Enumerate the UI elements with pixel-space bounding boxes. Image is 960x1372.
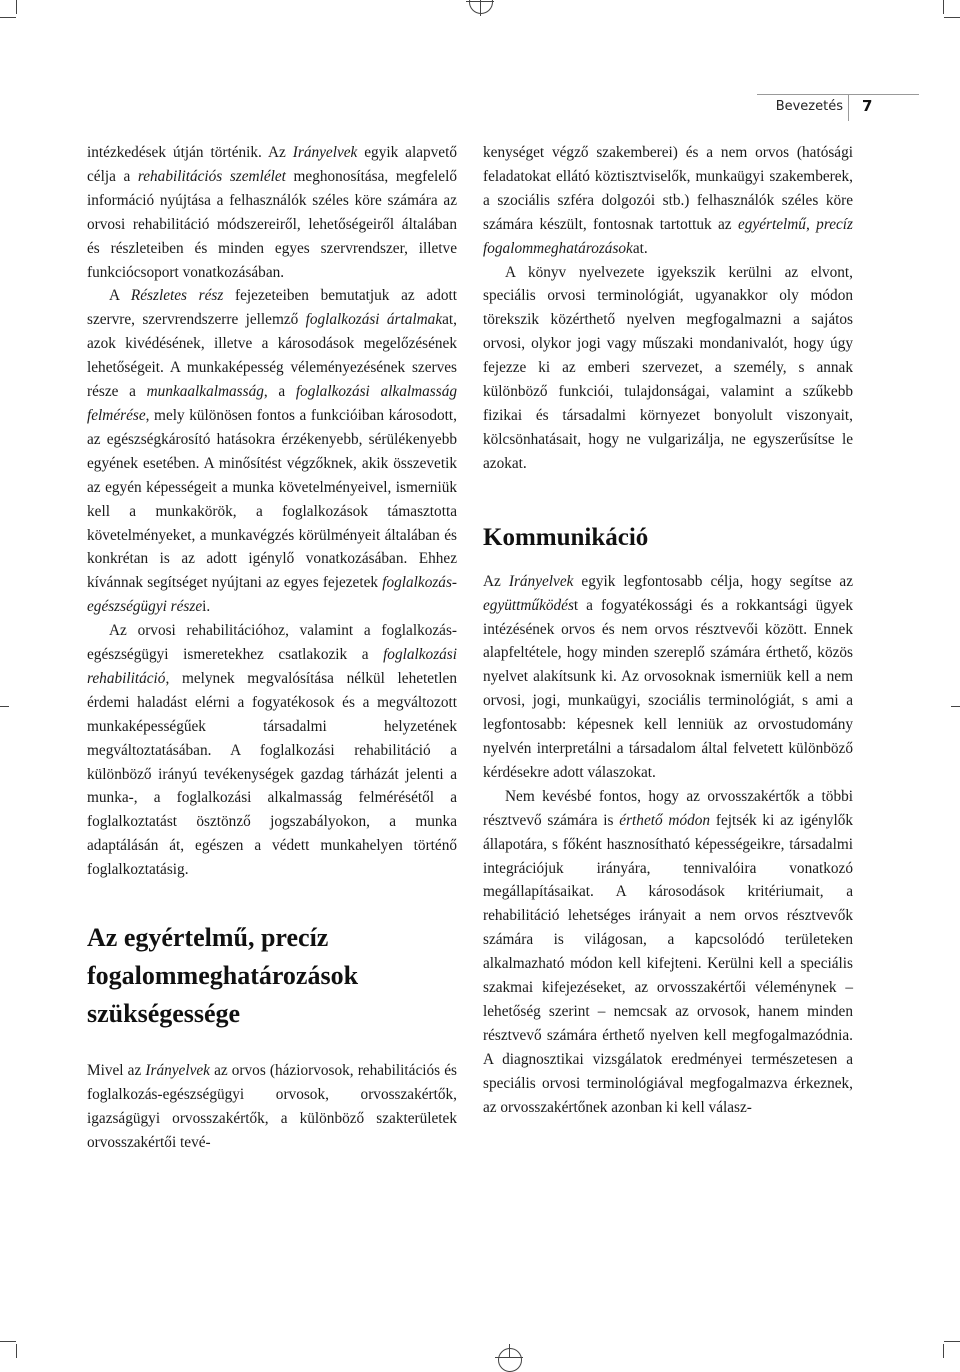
italic-term: foglalkozási ártalmak	[305, 311, 443, 329]
italic-term: egyértelmű, precíz fogalommeghatározások	[483, 215, 853, 257]
paragraph: Az orvosi rehabilitációhoz, valamint a foglalkozás-egészségügyi ismeretekhez csatlakozik a foglalkozási rehabilitáció, melynek megvalósítása nélkül lehetetlen érdemi haladást elérni a fogyatékosok és a megváltozott munkaképességűek társadalmi helyzetének megváltoztatásában. A foglalkozási rehabilitáció a különböző irányú tevékenységek gazdag tárházát jelenti a munka-, a foglalkozási alkalmasság felmérésétől a foglalkoztatást ösztönző jogszabályokon, a munka adaptálásán át, egészen a védett munkahelyen történő foglalkoztatásig.	[87, 622, 457, 879]
paragraph: intézkedések útján történik. Az Irányelvek egyik alapvető célja a rehabilitációs szemlélet meghonosítása, megfelelő információ nyújtása a felhasználók széles köre számára az orvosi rehabilitáció módszereiről, lehetőségeiről általában és részleteiben és minden egyes szervrendszer, illetve funkciócsoport vonatkozásában.	[87, 144, 457, 281]
italic-term: munkaalkalmasság	[146, 383, 264, 401]
page-number: 7	[862, 97, 873, 115]
italic-term: Részletes rész	[130, 287, 224, 305]
italic-term: érthető módon	[619, 811, 711, 829]
paragraph: kenységet végző szakemberei) és a nem orvos (hatósági feladatokat ellátó köztisztviselők, munkaügyi szakemberek, a szociális szféra dolgozói stb.) felhasználók széles köre számára készült, fontosnak tartottuk az egyértelmű, precíz fogalommeghatározásokat.	[483, 144, 853, 257]
italic-term: rehabilitációs szemlélet	[137, 167, 286, 185]
italic-term: foglalkozási rehabilitáció	[87, 646, 457, 687]
left-column	[87, 141, 457, 1155]
header-separator	[848, 94, 849, 121]
italic-term: foglalkozás-egészségügyi része	[87, 574, 457, 616]
italic-term: foglalkozási alkalmasság felmérése	[87, 383, 457, 424]
section-heading: Az egyértelmű, precíz fogalommeghatározások szükségessége	[87, 923, 359, 1029]
italic-term: együttműködés	[483, 596, 574, 614]
italic-term: Irányelvek	[292, 144, 358, 161]
paragraph: Nem kevésbé fontos, hogy az orvosszakértők a többi résztvevő számára is érthető módon fejtsék ki az igénylők állapotára, s főként hasznosítható képességeikre, társadalmi integrációjuk irányára, tennivalóira vonatkozó megállapításaikat. A károsodások kritériumait, a rehabilitáció lehetséges irányait a nem orvos résztvevők számára is világosan, a kapcsolódó területeken alkalmazható módon kell kifejteni. Kerülni kell a speciális szakmai kifejezéseket, az orvosszakértői véleménynek – lehetőség szerint – nemcsak az orvosok, hanem minden résztvevő számára érthető nyelven kell megfogalmazódnia. A diagnosztikai vizsgálatok eredményei természetesen a speciális orvosi terminológiával megfogalmazva érkeznek, az orvosszakértőnek azonban ki kell válasz-	[483, 787, 854, 1116]
running-header-title: Bevezetés	[775, 99, 843, 114]
section-heading: Kommunikáció	[483, 523, 649, 551]
paragraph: A könyv nyelvezete igyekszik kerülni az elvont, speciális orvosi terminológiát, ugyanakkor oly módon törekszik közérthető nyelven megfogalmazni a sajátos orvosi, olykor jogi vagy műszaki mondanivalót, hogy úgy fejezze ki az emberi szervezet, a személy, s annak különböző funkciói, tulajdonságai, valamint a szűkebb fizikai és társadalmi környezet bonyolult viszonyait, kölcsönhatásait, hogy ne vulgarizálja, ne egyszerűsítse le azokat.	[483, 263, 853, 472]
paragraph: A Részletes rész fejezeteiben bemutatjuk az adott szervre, szervrendszerre jellemző foglalkozási ártalmakat, azok kivédésének, illetve a károsodások megelőzésének lehetőségeit. A munkaképesség véleményezésének szerves része a munkaalkalmasság, a foglalkozási alkalmasság felmérése, mely különösen fontos a funkcióiban károsodott, az egészségkárosító hatásokra érzékenyebb, sérülékenyebb egyének esetében. A minősítést végzőknek, akik összevetik az egyén képességeit a munka követelményeivel, ismerniük kell a munkakörök, a foglalkozások támasztotta követelményeket, a munkavégzés körülményeit általában és konkrétan is az adott igénylő vonatkozásában. Ehhez kívánnak segítséget nyújtani az egyes fejezetek foglalkozás-egészségügyi részei.	[87, 287, 457, 616]
paragraph: Az Irányelvek egyik legfontosabb célja, hogy segítse az együttműködést a fogyatékossági és a rokkantsági ügyek intézésének orvos és nem orvos résztvevői között. Ennek alapfeltétele, hogy minden szereplő számára érthető, közös nyelvet alakítsunk ki. Az orvosoknak ismerniük kell a nem orvosi, jogi, munkaügyi, szociális terminológiát, s ami a legfontosabb: képesnek kell lenniük az orvostudomány nyelvén interpretálni a társadalom által felvetett különböző kérdésekre adott válaszokat.	[483, 572, 853, 781]
italic-term: Irányelvek	[145, 1062, 210, 1080]
italic-term: Irányelvek	[508, 572, 574, 590]
paragraph: Mivel az Irányelvek az orvos (háziorvosok, rehabilitációs és foglalkozás-egészségügyi orvosok, orvosszakértők, igazságügyi orvosszakértők, a különböző szakterületek orvosszakértői tevé-	[87, 1062, 457, 1151]
right-column	[483, 141, 853, 1120]
header-rule	[757, 94, 919, 95]
